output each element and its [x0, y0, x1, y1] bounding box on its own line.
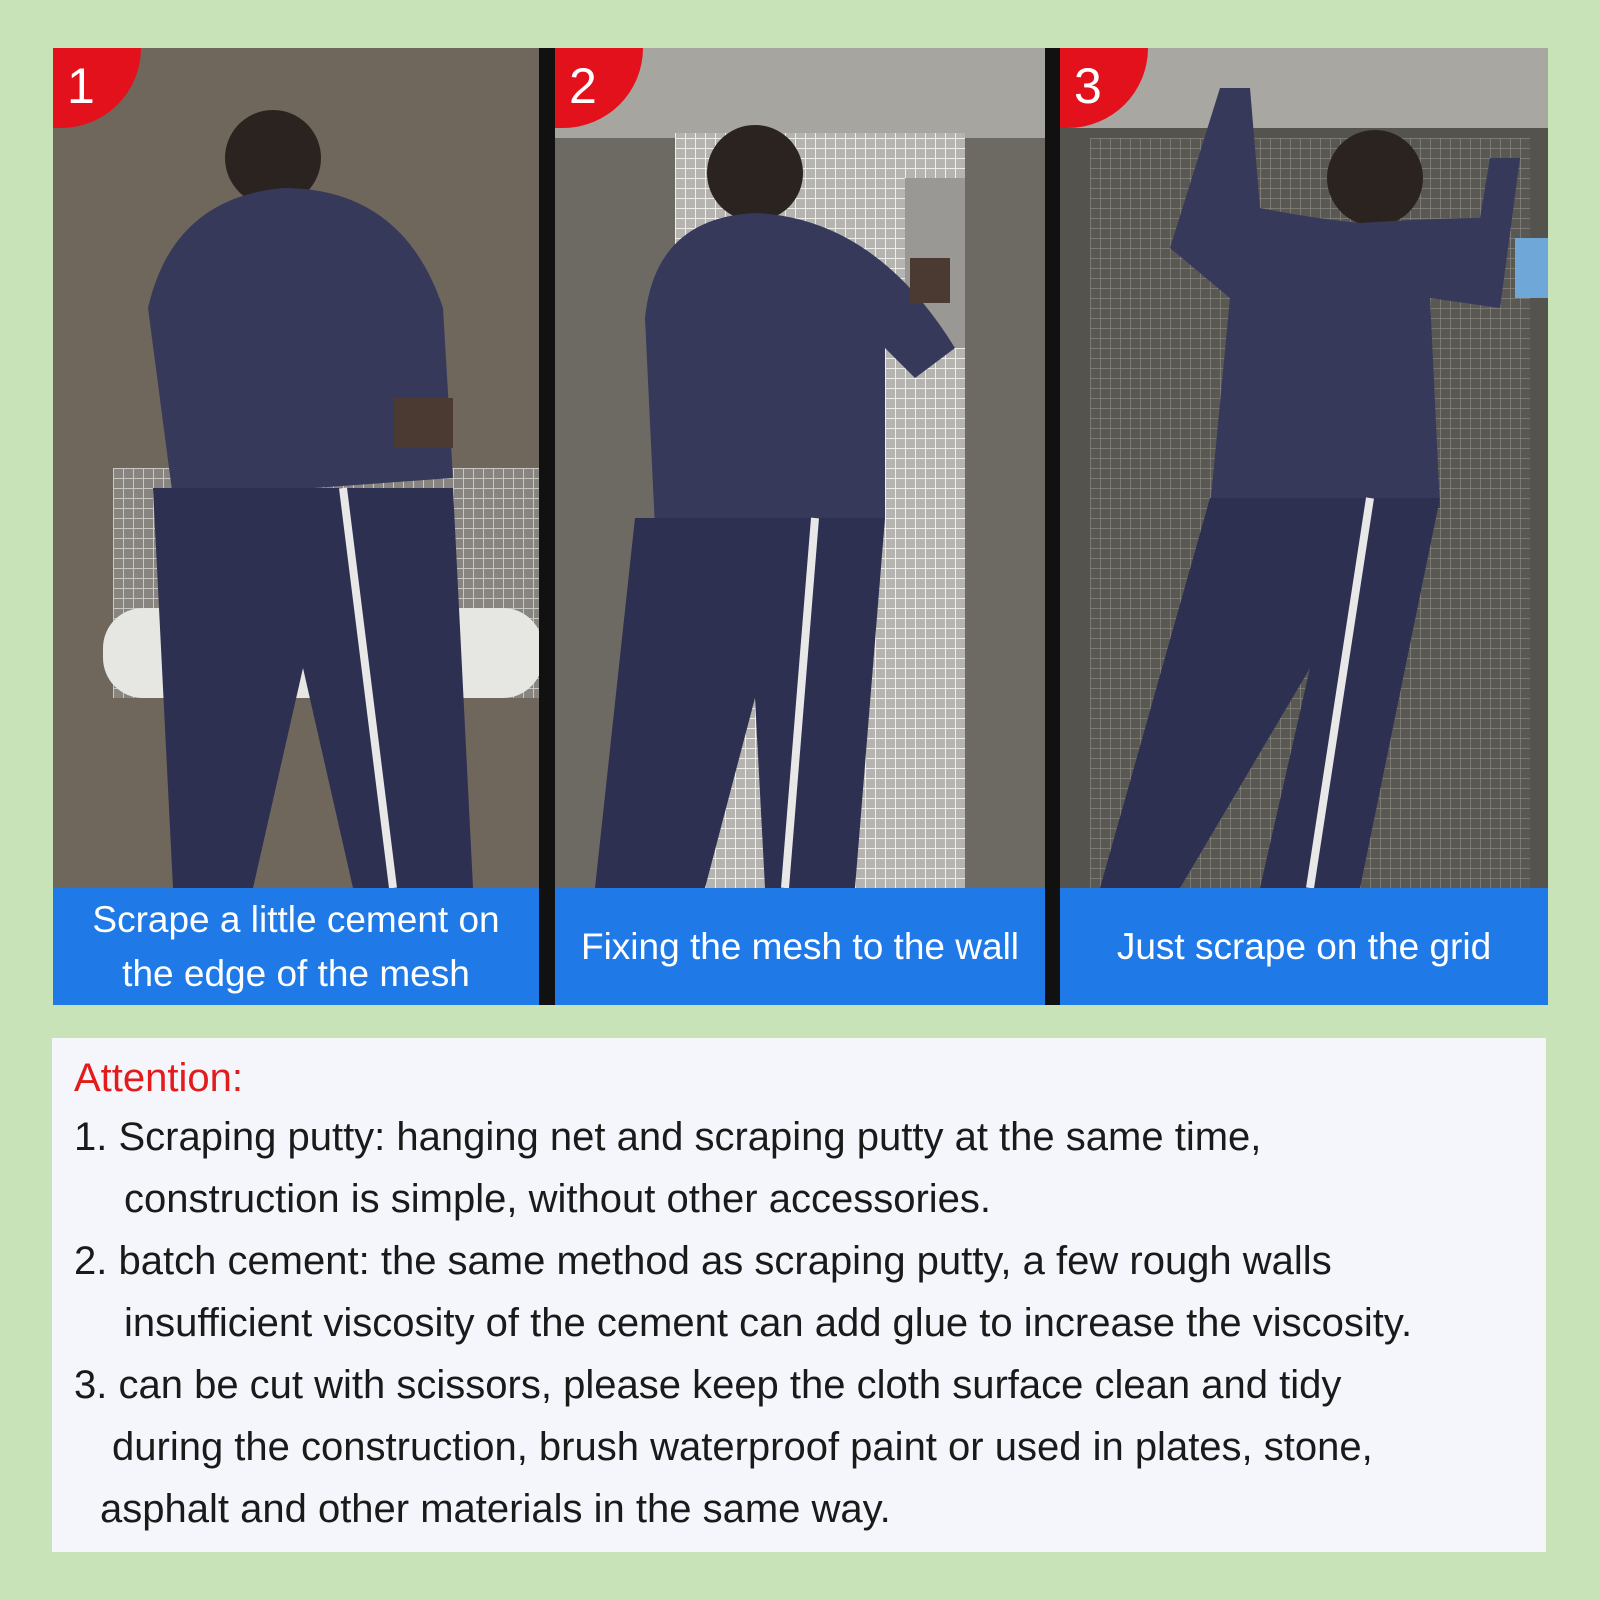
step-1-panel: [53, 48, 539, 1005]
step-1-caption-line-1: Scrape a little cement on: [92, 898, 500, 940]
step-3-caption: [1060, 888, 1548, 1005]
note-2-line-2: insufficient viscosity of the cement can add glue to increase the viscosity.: [124, 1301, 1413, 1345]
attention-heading: Attention:: [74, 1056, 244, 1100]
note-3-line-2: during the construction, brush waterproof paint or used in plates, stone,: [112, 1425, 1373, 1469]
step-1-caption-line-2: the edge of the mesh: [122, 952, 470, 994]
step-3-photo: [1060, 48, 1548, 888]
step-3-caption-line-1: Just scrape on the grid: [1116, 925, 1492, 967]
step-1-photo: [53, 48, 539, 888]
step-2-caption-line-1: Fixing the mesh to the wall: [580, 925, 1020, 967]
note-1-line-2: construction is simple, without other accessories.: [124, 1177, 992, 1221]
note-2-line-1: 2. batch cement: the same method as scraping putty, a few rough walls: [74, 1239, 1332, 1283]
step-1-number-badge: 1: [53, 48, 141, 128]
note-3-line-3: asphalt and other materials in the same way.: [100, 1487, 891, 1531]
step-2-caption: [555, 888, 1045, 1005]
note-1-line-1: 1. Scraping putty: hanging net and scraping putty at the same time,: [74, 1115, 1262, 1159]
step-3-panel: [1060, 48, 1548, 1005]
steps-strip: [53, 48, 1548, 1005]
step-3-number-badge: 3: [1060, 48, 1148, 128]
note-3-line-1: 3. can be cut with scissors, please keep the cloth surface clean and tidy: [74, 1363, 1342, 1407]
step-2-photo: [555, 48, 1045, 888]
step-2-number-badge: 2: [555, 48, 643, 128]
step-1-caption: [53, 888, 539, 1005]
step-2-panel: [555, 48, 1045, 1005]
attention-notes: [52, 1038, 1546, 1552]
